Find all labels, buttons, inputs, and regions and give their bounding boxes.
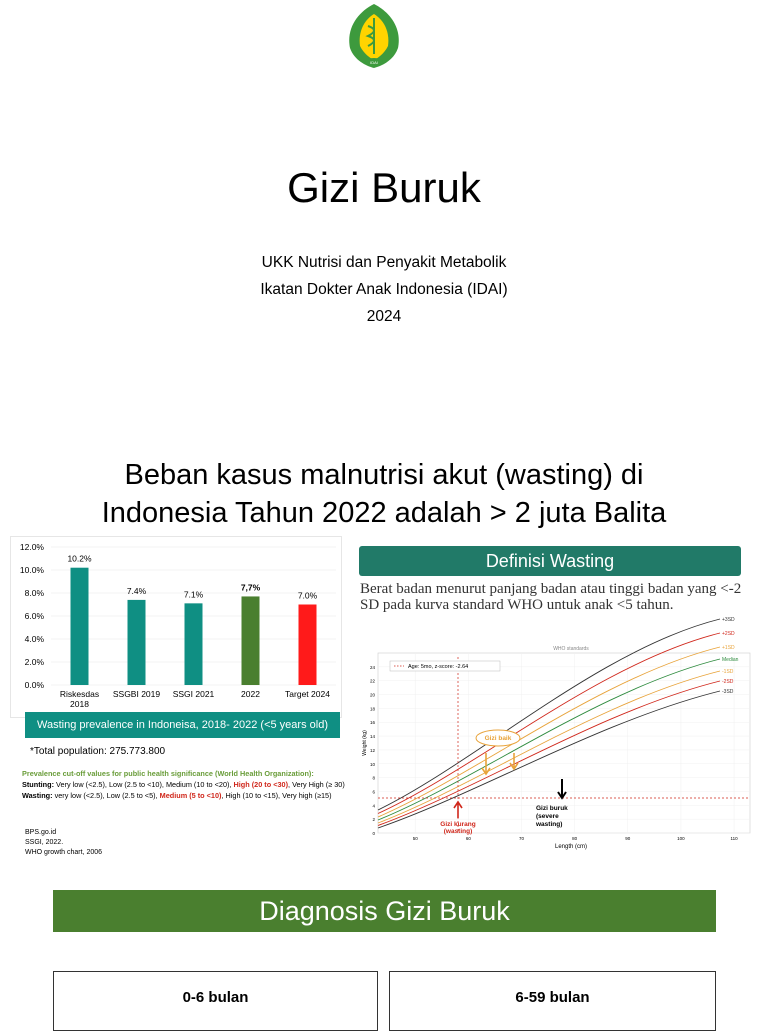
x-tick-label: 110 <box>730 836 738 841</box>
y-tick-label: 2.0% <box>24 657 44 667</box>
y-tick-label: 16 <box>369 720 375 726</box>
x-tick-label: 100 <box>677 836 685 841</box>
y-tick-label: 4 <box>372 803 375 809</box>
curve-label: -2SD <box>722 679 734 685</box>
growth-xlabel: Length (cm) <box>554 844 588 850</box>
x-tick-label: 50 <box>412 836 418 841</box>
y-tick-label: 0.0% <box>24 680 44 690</box>
y-tick-label: 6.0% <box>24 611 44 621</box>
y-tick-label: 0 <box>372 831 375 836</box>
ann-severe: (severe <box>536 813 559 820</box>
ann-gizi-buruk: Gizi buruk <box>536 805 568 812</box>
subtitle-ukk: UKK Nutrisi dan Penyakit Metabolik <box>261 254 507 271</box>
y-tick-label: 24 <box>369 664 375 670</box>
idai-logo <box>338 0 410 72</box>
slide2-title-line1: Beban kasus malnutrisi akut (wasting) di <box>124 459 644 491</box>
ref-item: SSGI, 2022. <box>25 839 64 846</box>
curve-label: +3SD <box>722 617 735 623</box>
y-tick-label: 10 <box>369 761 375 767</box>
y-tick-label: 12 <box>369 747 375 753</box>
logo-short: IDAI <box>370 60 378 65</box>
subtitle-year: 2024 <box>366 308 402 325</box>
bar-value-label: 7.1% <box>183 589 204 600</box>
x-tick-label: 70 <box>518 836 524 841</box>
bar-value-label: 7.4% <box>126 585 147 596</box>
bar-value-label: 7,7% <box>240 582 261 593</box>
x-tick-label: SSGI 2021 <box>172 689 215 699</box>
total-population: *Total population: 275.773.800 <box>30 746 166 757</box>
growth-ylabel: Weight (kg) <box>362 730 368 756</box>
x-tick-label: SSGBI 2019 <box>112 689 161 699</box>
bar-value-label: 7.0% <box>297 590 318 601</box>
slide2-title <box>40 456 728 532</box>
bar <box>242 596 260 685</box>
slide2-title-line2: Indonesia Tahun 2022 adalah > 2 juta Balita <box>101 497 667 529</box>
bar <box>299 605 317 686</box>
cutoff-title: Prevalence cut-off values for public health significance (World Health Organization): <box>22 769 314 778</box>
age-box-0-6: 0-6 bulan <box>53 971 378 1031</box>
wasting-cutoff: Wasting: very low (<2.5), Low (2.5 to <5), Medium (5 to <10), High (10 to <15), Very high (≥15) <box>22 791 332 800</box>
x-tick-label: 2022 <box>241 689 260 699</box>
subtitle-idai: Ikatan Dokter Anak Indonesia (IDAI) <box>260 281 508 298</box>
bar-value-label: 10.2% <box>67 553 92 564</box>
x-tick-label: 2018 <box>70 699 89 709</box>
y-tick-label: 22 <box>369 678 375 684</box>
y-tick-label: 10.0% <box>19 565 44 575</box>
ref-item: WHO growth chart, 2006 <box>25 849 103 856</box>
who-growth-chart <box>356 617 752 853</box>
y-tick-label: 6 <box>372 789 375 795</box>
growth-chart-title: WHO standards <box>553 646 589 652</box>
references <box>25 828 102 858</box>
curve-label: +1SD <box>722 645 735 651</box>
x-tick-label: 80 <box>572 836 578 841</box>
y-tick-label: 8 <box>372 775 375 781</box>
curve-label: -3SD <box>722 689 734 695</box>
y-tick-label: 14 <box>369 734 375 740</box>
chart-caption: Wasting prevalence in Indoneisa, 2018- 2022 (<5 years old) <box>25 712 340 738</box>
ann-wasting: (wasting) <box>443 828 473 835</box>
y-tick-label: 20 <box>369 692 375 698</box>
who-cutoff-values <box>22 768 352 801</box>
y-tick-label: 18 <box>369 706 375 712</box>
curve-label: Median <box>722 657 739 663</box>
x-tick-label: 90 <box>625 836 631 841</box>
page-title: Gizi Buruk <box>287 164 481 211</box>
diagnosis-header: Diagnosis Gizi Buruk <box>53 890 716 932</box>
ref-item: BPS.go.id <box>25 829 57 836</box>
ann-severe-wasting: wasting) <box>536 821 563 828</box>
definition-header: Definisi Wasting <box>359 546 741 576</box>
x-tick-label: Target 2024 <box>285 689 330 699</box>
bar <box>71 568 89 685</box>
wasting-bar-chart <box>10 536 342 718</box>
y-tick-label: 4.0% <box>24 634 44 644</box>
growth-legend: Age: 5mo, z-score: -2.64 <box>408 664 469 670</box>
stunting-cutoff: Stunting: Very low (<2.5), Low (2.5 to <10), Medium (10 to <20), High (20 to <30), Very High (≥ 30) <box>22 780 345 789</box>
bar <box>128 600 146 685</box>
x-tick-label: Riskesdas <box>59 689 100 699</box>
ann-gizi-kurang: Gizi kurang <box>440 821 476 828</box>
y-tick-label: 8.0% <box>24 588 44 598</box>
curve-label: -1SD <box>722 669 734 675</box>
bar <box>185 603 203 685</box>
ann-gizi-baik: Gizi baik <box>484 735 512 742</box>
y-tick-label: 2 <box>372 817 375 823</box>
curve-label: +2SD <box>722 631 735 637</box>
age-box-6-59: 6-59 bulan <box>389 971 716 1031</box>
y-tick-label: 12.0% <box>19 542 44 552</box>
x-tick-label: 60 <box>465 836 471 841</box>
definition-text: Berat badan menurut panjang badan atau tinggi badan yang <-2 SD pada kurva standard WHO untuk anak <5 tahun. <box>360 581 742 613</box>
